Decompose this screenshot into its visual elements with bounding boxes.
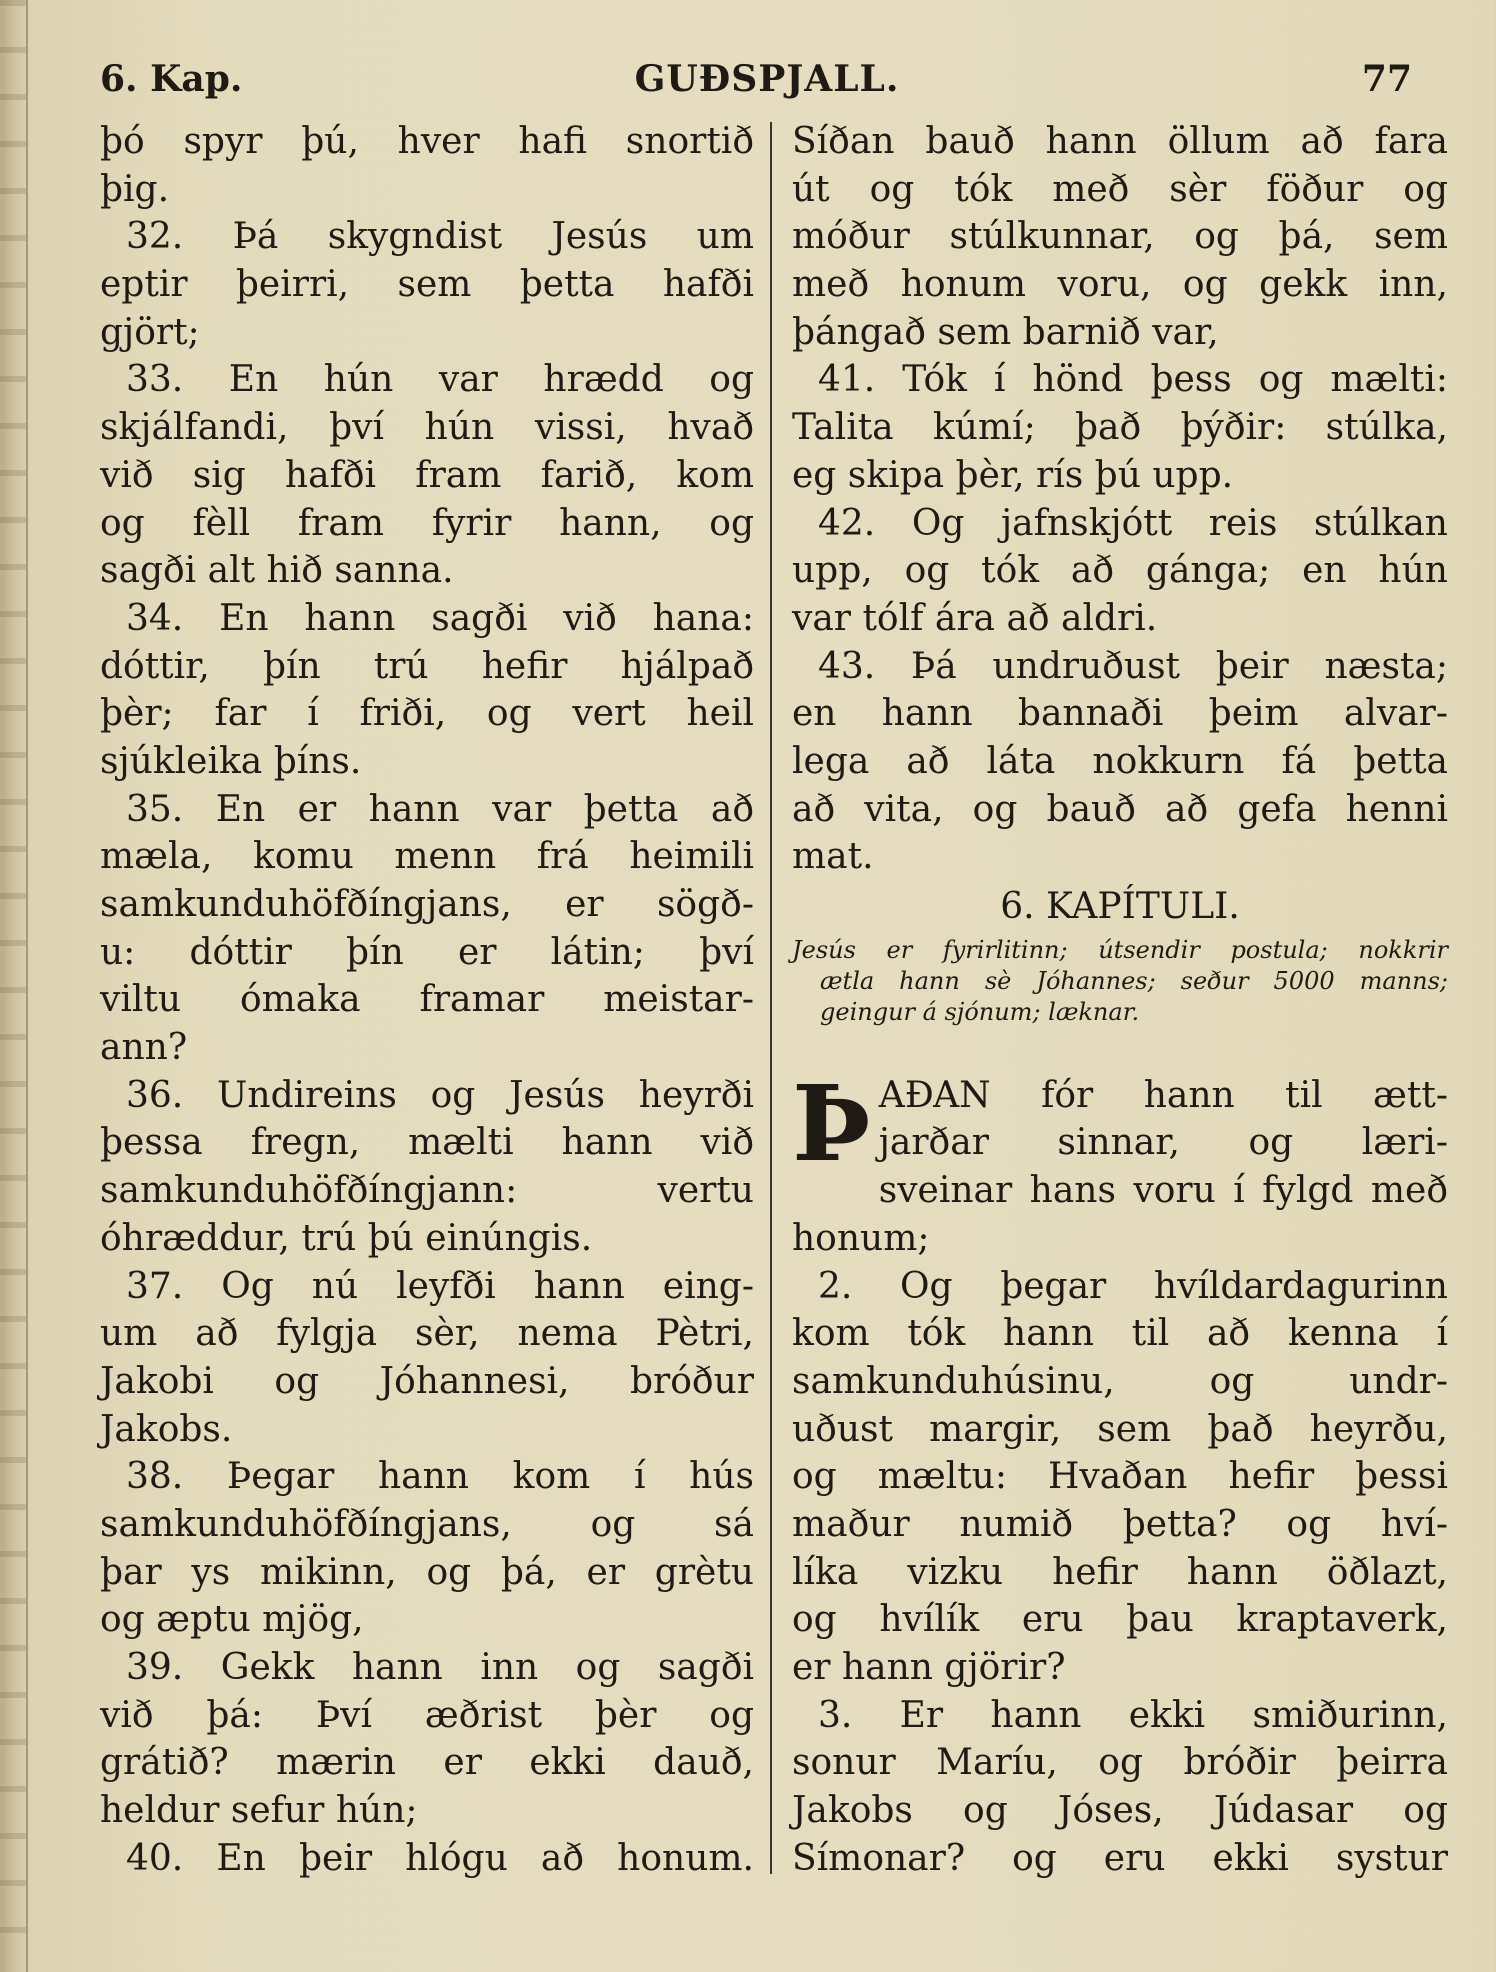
text-line: heldur sefur hún; bbox=[100, 1790, 418, 1832]
right-column bbox=[792, 118, 1448, 1882]
text-line: 2. Og þegar hvíldardagurinn bbox=[818, 1265, 1448, 1307]
text-line: um að fylgja sèr, nema Pètri, bbox=[100, 1313, 754, 1355]
text-line: sjúkleika þíns. bbox=[100, 740, 362, 782]
text-line: eptir þeirri, sem þetta hafði bbox=[100, 264, 754, 306]
text-line: samkunduhúsinu, og undr- bbox=[792, 1360, 1448, 1402]
summary-line: ætla hann sè Jóhannes; seður 5000 manns; bbox=[820, 966, 1448, 995]
text-line: við sig hafði fram farið, kom bbox=[100, 454, 754, 496]
text-line: 42. Og jafnskjótt reis stúlkan bbox=[818, 502, 1448, 544]
text-line: viltu ómaka framar meistar- bbox=[100, 979, 754, 1021]
text-line: Jakobs. bbox=[100, 1408, 233, 1450]
text-line: og hvílík eru þau kraptaverk, bbox=[792, 1599, 1448, 1641]
text-line: 38. Þegar hann kom í hús bbox=[126, 1456, 754, 1498]
text-line: Jakobs og Jóses, Júdasar og bbox=[792, 1790, 1448, 1832]
text-line: AÐAN fór hann til ætt- bbox=[878, 1074, 1448, 1116]
text-line: Talita kúmí; það þýðir: stúlka, bbox=[792, 407, 1448, 449]
text-line: samkunduhöfðíngjans, og sá bbox=[100, 1503, 754, 1545]
text-line: honum; bbox=[792, 1217, 930, 1259]
text-line: mæla, komu menn frá heimili bbox=[100, 836, 754, 878]
text-line: u: dóttir þín er látin; því bbox=[100, 931, 754, 973]
text-line: samkunduhöfðíngjann: vertu bbox=[100, 1170, 754, 1212]
text-line: þar ys mikinn, og þá, er grètu bbox=[100, 1551, 754, 1593]
text-line: þig. bbox=[100, 168, 170, 210]
text-line: Síðan bauð hann öllum að fara bbox=[792, 121, 1448, 162]
text-line: Símonar? og eru ekki systur bbox=[792, 1837, 1448, 1879]
text-line: þessa fregn, mælti hann við bbox=[100, 1122, 754, 1164]
text-line: sagði alt hið sanna. bbox=[100, 550, 454, 592]
text-line: 32. Þá skygndist Jesús um bbox=[126, 216, 754, 258]
text-line: sonur Maríu, og bróðir þeirra bbox=[792, 1742, 1448, 1784]
text-line: var tólf ára að aldri. bbox=[792, 597, 1158, 639]
text-line: og æptu mjög, bbox=[100, 1599, 364, 1641]
summary-line: geingur á sjónum; læknar. bbox=[820, 997, 1140, 1026]
summary-line: Jesús er fyrirlitinn; útsendir postula; nokkrir bbox=[792, 935, 1448, 964]
drop-cap: Þ bbox=[792, 1061, 871, 1185]
page-edge bbox=[26, 0, 28, 1972]
text-line: upp, og tók að gánga; en hún bbox=[792, 550, 1448, 592]
text-line: með honum voru, og gekk inn, bbox=[792, 264, 1448, 306]
left-column bbox=[100, 118, 754, 1882]
chapter-summary bbox=[792, 929, 1448, 1028]
text-line: ann? bbox=[100, 1027, 188, 1069]
chapter-title: 6. KAPÍTULI. bbox=[1000, 886, 1240, 927]
chapter-heading-block bbox=[792, 881, 1448, 1072]
text-line: óhræddur, trú þú einúngis. bbox=[100, 1217, 593, 1259]
text-line: kom tók hann til að kenna í bbox=[792, 1313, 1448, 1355]
chapter-opening bbox=[792, 1061, 1448, 1185]
right-column-bottom bbox=[792, 1167, 1448, 1882]
text-line: þángað sem barnið var, bbox=[792, 311, 1219, 353]
text-line: 33. En hún var hrædd og bbox=[126, 359, 754, 401]
text-line: samkunduhöfðíngjans, er sögð- bbox=[100, 884, 754, 925]
text-line: lega að láta nokkurn fá þetta bbox=[792, 740, 1448, 782]
running-head-chapter: 6. Kap. bbox=[100, 58, 243, 100]
text-line: dóttir, þín trú hefir hjálpað bbox=[100, 645, 754, 687]
running-head-title: GUÐSPJALL. bbox=[634, 58, 900, 100]
text-line: við þá: Því æðrist þèr og bbox=[100, 1694, 754, 1736]
text-line: er hann gjörir? bbox=[792, 1647, 1066, 1689]
text-line: móður stúlkunnar, og þá, sem bbox=[792, 216, 1448, 258]
text-line: 40. En þeir hlógu að honum. bbox=[126, 1837, 754, 1879]
text-line: þó spyr þú, hver hafi snortið bbox=[100, 121, 754, 162]
text-line: gjört; bbox=[100, 311, 200, 353]
text-line: 43. Þá undruðust þeir næsta; bbox=[818, 645, 1448, 687]
text-line: líka vizku hefir hann öðlazt, bbox=[792, 1551, 1448, 1593]
text-line: uðust margir, sem það heyrðu, bbox=[792, 1408, 1448, 1450]
text-line: þèr; far í friði, og vert heil bbox=[100, 693, 754, 735]
column-divider bbox=[770, 122, 772, 1874]
text-line: 35. En er hann var þetta að bbox=[126, 788, 754, 830]
text-line: eg skipa þèr, rís þú upp. bbox=[792, 454, 1234, 496]
text-line: 36. Undireins og Jesús heyrði bbox=[126, 1074, 754, 1116]
text-line: 39. Gekk hann inn og sagði bbox=[126, 1647, 754, 1688]
text-line: jarðar sinnar, og læri- bbox=[878, 1122, 1448, 1164]
text-line: skjálfandi, því hún vissi, hvað bbox=[100, 407, 754, 449]
text-line: grátið? mærin er ekki dauð, bbox=[100, 1742, 754, 1784]
text-line: 34. En hann sagði við hana: bbox=[126, 597, 754, 639]
text-line: og mæltu: Hvaðan hefir þessi bbox=[792, 1456, 1448, 1498]
text-line: 37. Og nú leyfði hann eing- bbox=[126, 1265, 754, 1307]
page-number: 77 bbox=[1361, 58, 1412, 100]
text-line: 41. Tók í hönd þess og mælti: bbox=[818, 359, 1448, 401]
text-line: en hann bannaði þeim alvar- bbox=[792, 693, 1448, 735]
text-line: sveinar hans voru í fylgd með bbox=[878, 1170, 1448, 1212]
text-line: og fèll fram fyrir hann, og bbox=[100, 502, 754, 544]
text-line: 3. Er hann ekki smiðurinn, bbox=[818, 1694, 1448, 1736]
text-line: út og tók með sèr föður og bbox=[792, 168, 1448, 210]
facing-page-gutter bbox=[0, 0, 28, 1972]
text-line: að vita, og bauð að gefa henni bbox=[792, 788, 1448, 830]
right-column-top bbox=[792, 118, 1448, 881]
text-line: Jakobi og Jóhannesi, bróður bbox=[100, 1360, 754, 1402]
text-line: maður numið þetta? og hví- bbox=[792, 1503, 1448, 1545]
text-line: mat. bbox=[792, 836, 874, 878]
